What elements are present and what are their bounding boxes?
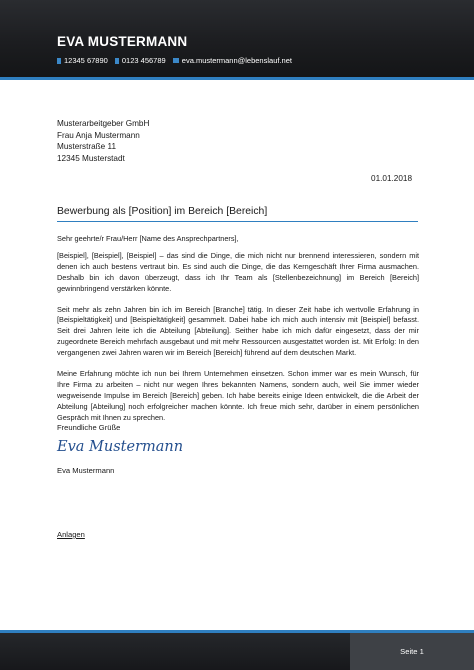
contact-line <box>57 56 297 65</box>
letter-body <box>57 234 419 434</box>
page-number: Seite 1 <box>350 633 474 670</box>
letter-header <box>0 0 474 80</box>
email-contact <box>173 56 292 65</box>
mobile-icon <box>115 58 119 64</box>
body-paragraph-3: Meine Erfahrung möchte ich nun bei Ihrem Unternehmen einsetzen. Schon immer war es mein Wunsch, für Ihre Firma zu arbeiten – nicht nur wegen Ihres bekannten Namens, sondern auch, weil Sie immer wieder wegweisende Impulse im Bereich [Bereich] geben. Ich habe bereits einige Ideen entwickelt, die die Arbeit der Abteilung [Abteilung] noch erfolgreicher machen könnte. Ich freue mich sehr, darüber in einem persönlichen Gespräch mit Ihnen zu sprechen. <box>57 369 419 422</box>
phone-contact <box>57 56 110 65</box>
mail-icon <box>173 58 179 63</box>
email-address[interactable]: eva.mustermann@lebenslauf.net <box>181 56 292 65</box>
attachments-label: Anlagen <box>57 530 85 539</box>
recipient-street: Musterstraße 11 <box>57 142 116 152</box>
letter-date: 01.01.2018 <box>371 174 412 183</box>
recipient-address <box>57 118 149 164</box>
recipient-contact: Frau Anja Mustermann <box>57 130 140 140</box>
recipient-city: 12345 Musterstadt <box>57 153 125 163</box>
body-paragraph-1: [Beispiel], [Beispiel], [Beispiel] – das sind die Dinge, die mich nicht nur brennend interessieren, sondern mit denen ich auch bestens vertraut bin. Es sind auch die Dinge, die das Kerngeschäft Ihrer Firma ausmachen. Deshalb bin ich davon überzeugt, dass ich Ihr Team als [Stellenbezeichnung] im Bereich [Bereich] gewinnbringend verstärken könnte. <box>57 250 419 293</box>
closing: Freundliche Grüße <box>57 423 121 432</box>
phone-icon <box>57 58 61 64</box>
handwritten-signature: Eva Mustermann <box>57 439 184 455</box>
recipient-company: Musterarbeitgeber GmbH <box>57 119 150 128</box>
letter-subject: Bewerbung als [Position] im Bereich [Bereich] <box>57 206 418 222</box>
mobile-contact <box>115 56 168 65</box>
printed-name: Eva Mustermann <box>57 466 115 475</box>
phone-number: 12345 67890 <box>64 56 108 65</box>
body-paragraph-2: Seit mehr als zehn Jahren bin ich im Bereich [Branche] tätig. In dieser Zeit habe ich wertvolle Erfahrung in [Beispieltätigkeit] und [Beispieltätigkeit] gesammelt. Dabei habe ich mich auch intensiv mit [Beispiel] befasst. Seit drei Jahren leite ich die Abteilung [Abteilung]. Seither habe ich mich dafür eingesetzt, dass der mir zugeordnete Bereich mehrfach ausgebaut und mit mehr Ressourcen ausgestattet worden ist. Mit Erfolg: In den vergangenen zwei Jahren waren wir im Bereich [Bereich] führend auf dem deutschen Markt. <box>57 304 419 358</box>
letter-footer <box>0 630 474 670</box>
salutation: Sehr geehrte/r Frau/Herr [Name des Ansprechpartners], <box>57 234 239 243</box>
sender-name: EVA MUSTERMANN <box>57 34 188 49</box>
mobile-number: 0123 456789 <box>121 56 166 65</box>
